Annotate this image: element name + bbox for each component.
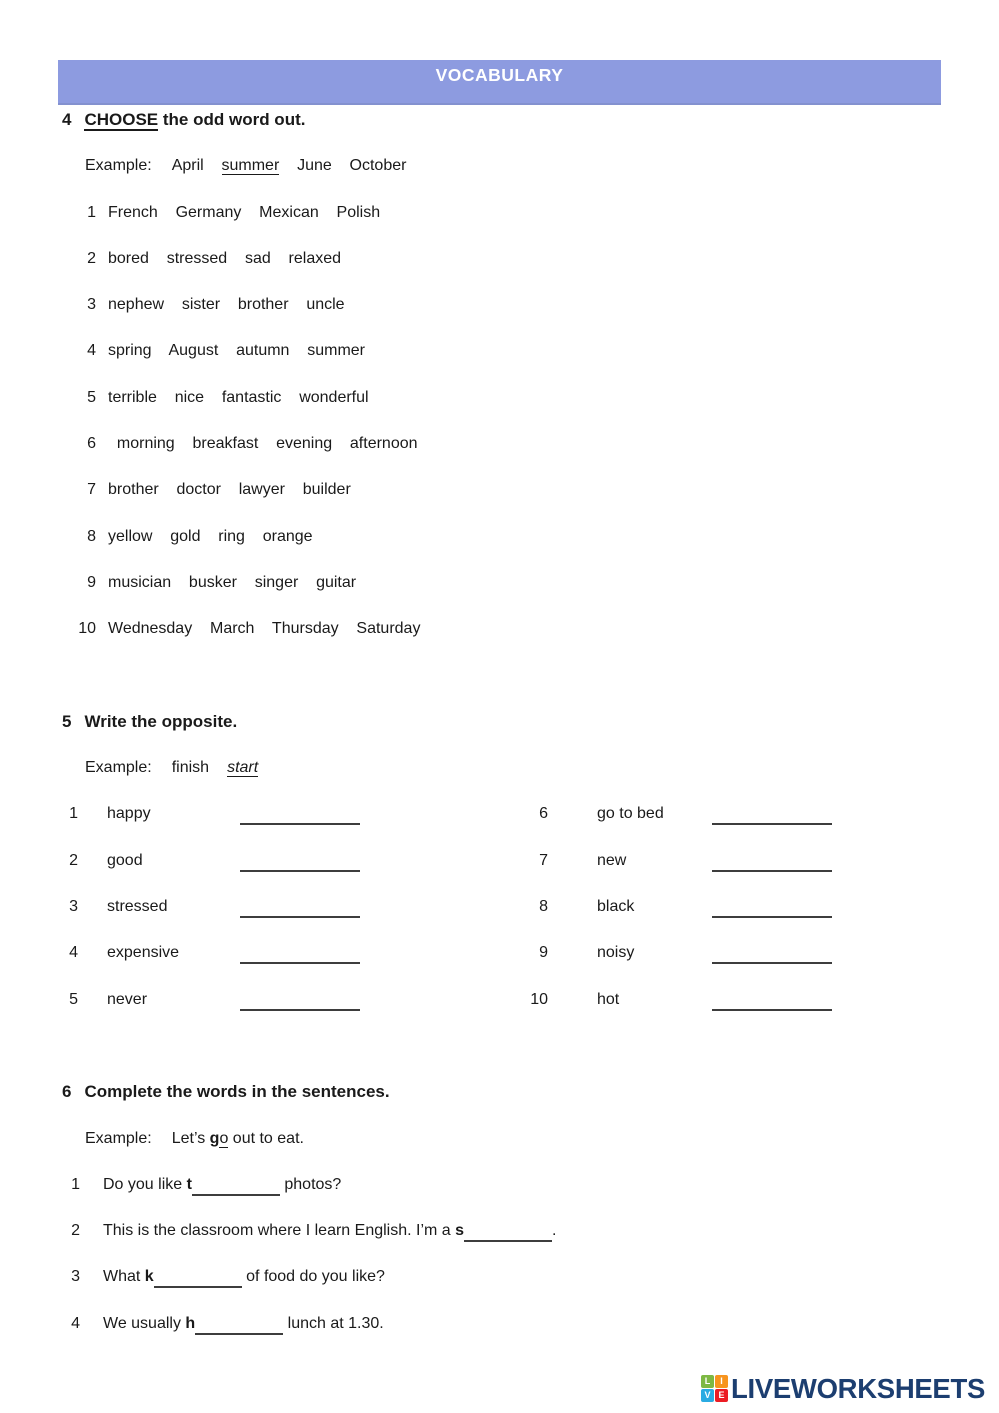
item-number: 5 (69, 990, 78, 1008)
odd-word-row (0, 328, 999, 374)
item-number: 6 (539, 805, 548, 823)
odd-word-row (0, 560, 999, 606)
answer-blank[interactable] (240, 896, 360, 918)
item-number: 1 (87, 203, 96, 221)
item-number: 6 (87, 435, 96, 453)
item-number: 2 (87, 249, 96, 267)
answer-blank[interactable] (712, 850, 832, 872)
exercise6-heading (0, 1069, 999, 1115)
vocabulary-title: VOCABULARY (435, 65, 564, 85)
odd-word-row (0, 236, 999, 282)
word-start-letter: h (185, 1314, 196, 1332)
spacer-line (0, 1023, 999, 1069)
example-words: June October (279, 157, 407, 175)
exercise5-number: 5 (62, 711, 72, 731)
sentence-start: We usually (103, 1314, 186, 1332)
answer-blank[interactable] (712, 942, 832, 964)
item-number: 4 (69, 944, 78, 962)
sentence-row (0, 1254, 999, 1300)
sentence-start: This is the classroom where I learn English. I’m a (103, 1222, 456, 1240)
item-number: 9 (87, 573, 96, 591)
word-options[interactable]: musician busker singer guitar (108, 573, 357, 591)
word-options[interactable]: spring August autumn summer (108, 342, 365, 360)
example-underlined-letter: o (219, 1129, 229, 1147)
item-number: 10 (78, 620, 96, 638)
word-options[interactable]: brother doctor lawyer builder (108, 481, 351, 499)
example-bold-letter: g (209, 1129, 220, 1147)
opposite-row (0, 838, 999, 884)
exercise4-title-rest: the odd word out. (158, 110, 306, 129)
exercise4-number: 4 (62, 110, 72, 129)
item-number: 3 (69, 898, 78, 916)
word-options[interactable]: nephew sister brother uncle (108, 296, 345, 314)
liveworksheets-logo-icon (701, 1375, 728, 1402)
logo-letter-l: L (701, 1375, 714, 1388)
answer-blank[interactable] (195, 1313, 283, 1335)
sentence-start: Do you like (103, 1175, 187, 1193)
answer-blank[interactable] (712, 896, 832, 918)
liveworksheets-wordmark: LIVEWORKSHEETS (730, 1372, 985, 1404)
sentence-start: What (103, 1268, 145, 1286)
prompt-word: expensive (107, 944, 180, 962)
odd-word-row (0, 606, 999, 652)
prompt-word: never (107, 990, 148, 1008)
example-label: Example: (85, 759, 152, 777)
exercise6-example (0, 1116, 999, 1162)
example-answer: start (227, 759, 259, 777)
sentence-row (0, 1162, 999, 1208)
exercise4-heading (0, 97, 999, 143)
word-options[interactable]: bored stressed sad relaxed (108, 249, 342, 267)
prompt-word: good (107, 851, 143, 869)
exercise5-example (0, 745, 999, 791)
exercise5-title: Write the opposite. (84, 711, 238, 731)
prompt-word: noisy (597, 944, 635, 962)
word-options[interactable]: morning breakfast evening afternoon (108, 435, 418, 453)
answer-blank[interactable] (154, 1266, 242, 1288)
item-number: 5 (87, 388, 96, 406)
item-number: 10 (530, 990, 548, 1008)
odd-word-row (0, 282, 999, 328)
opposite-row (0, 977, 999, 1023)
item-number: 2 (69, 851, 78, 869)
sentence-end: lunch at 1.30. (283, 1314, 384, 1332)
odd-word-row (0, 467, 999, 513)
item-number: 8 (87, 527, 96, 545)
item-number: 3 (71, 1268, 80, 1286)
word-options[interactable]: French Germany Mexican Polish (108, 203, 381, 221)
prompt-word: black (597, 898, 635, 916)
item-number: 4 (87, 342, 96, 360)
word-options[interactable]: Wednesday March Thursday Saturday (108, 620, 421, 638)
example-label: Example: (85, 1129, 152, 1147)
opposite-row (0, 791, 999, 837)
liveworksheets-logo[interactable] (701, 1372, 985, 1404)
item-number: 1 (71, 1175, 80, 1193)
example-label: Example: (85, 157, 152, 175)
sentence (103, 1176, 341, 1193)
sentence (103, 1268, 385, 1285)
worksheet-content (0, 97, 999, 1347)
sentence-end: photos? (279, 1175, 342, 1193)
sentence-end: . (552, 1222, 557, 1240)
prompt-word: hot (597, 990, 620, 1008)
prompt-word: happy (107, 805, 151, 823)
odd-word-row (0, 375, 999, 421)
item-number: 9 (539, 944, 548, 962)
opposite-row (0, 930, 999, 976)
odd-word-row (0, 421, 999, 467)
item-number: 3 (87, 296, 96, 314)
word-start-letter: k (144, 1268, 154, 1286)
sentence-row (0, 1208, 999, 1254)
answer-blank[interactable] (712, 989, 832, 1011)
example-sentence-end: out to eat. (228, 1129, 304, 1147)
odd-word-row (0, 190, 999, 236)
logo-letter-e: E (715, 1389, 728, 1402)
item-number: 7 (539, 851, 548, 869)
exercise6-number: 6 (62, 1082, 72, 1102)
example-word: finish (171, 759, 210, 777)
example-sentence-start: Let’s (171, 1129, 210, 1147)
word-start-letter: s (455, 1222, 465, 1240)
item-number: 7 (87, 481, 96, 499)
sentence-row (0, 1301, 999, 1347)
word-options[interactable]: yellow gold ring orange (108, 527, 313, 545)
exercise5-heading (0, 699, 999, 745)
answer-blank[interactable] (240, 803, 360, 825)
answer-blank[interactable] (192, 1174, 280, 1196)
answer-blank[interactable] (240, 850, 360, 872)
example-odd-word: summer (221, 157, 280, 175)
exercise4-example (0, 143, 999, 189)
sentence-end: of food do you like? (241, 1268, 385, 1286)
exercise4-title-underlined: CHOOSE (84, 110, 159, 129)
odd-word-row (0, 514, 999, 560)
sentence (103, 1222, 557, 1239)
logo-letter-i: I (715, 1375, 728, 1388)
word-options[interactable]: terrible nice fantastic wonderful (108, 388, 369, 406)
item-number: 4 (71, 1314, 80, 1332)
exercise6-title: Complete the words in the sentences. (84, 1082, 390, 1102)
opposite-row (0, 884, 999, 930)
item-number: 1 (69, 805, 78, 823)
item-number: 2 (71, 1222, 80, 1240)
answer-blank[interactable] (464, 1220, 552, 1242)
spacer-line (0, 653, 999, 699)
word-start-letter: t (186, 1175, 192, 1193)
prompt-word: stressed (107, 898, 168, 916)
sentence (103, 1315, 384, 1332)
example-words: April (171, 157, 222, 175)
prompt-word: new (597, 851, 627, 869)
answer-blank[interactable] (240, 942, 360, 964)
item-number: 8 (539, 898, 548, 916)
answer-blank[interactable] (240, 989, 360, 1011)
answer-blank[interactable] (712, 803, 832, 825)
prompt-word: go to bed (597, 805, 664, 823)
logo-letter-v: V (701, 1389, 714, 1402)
